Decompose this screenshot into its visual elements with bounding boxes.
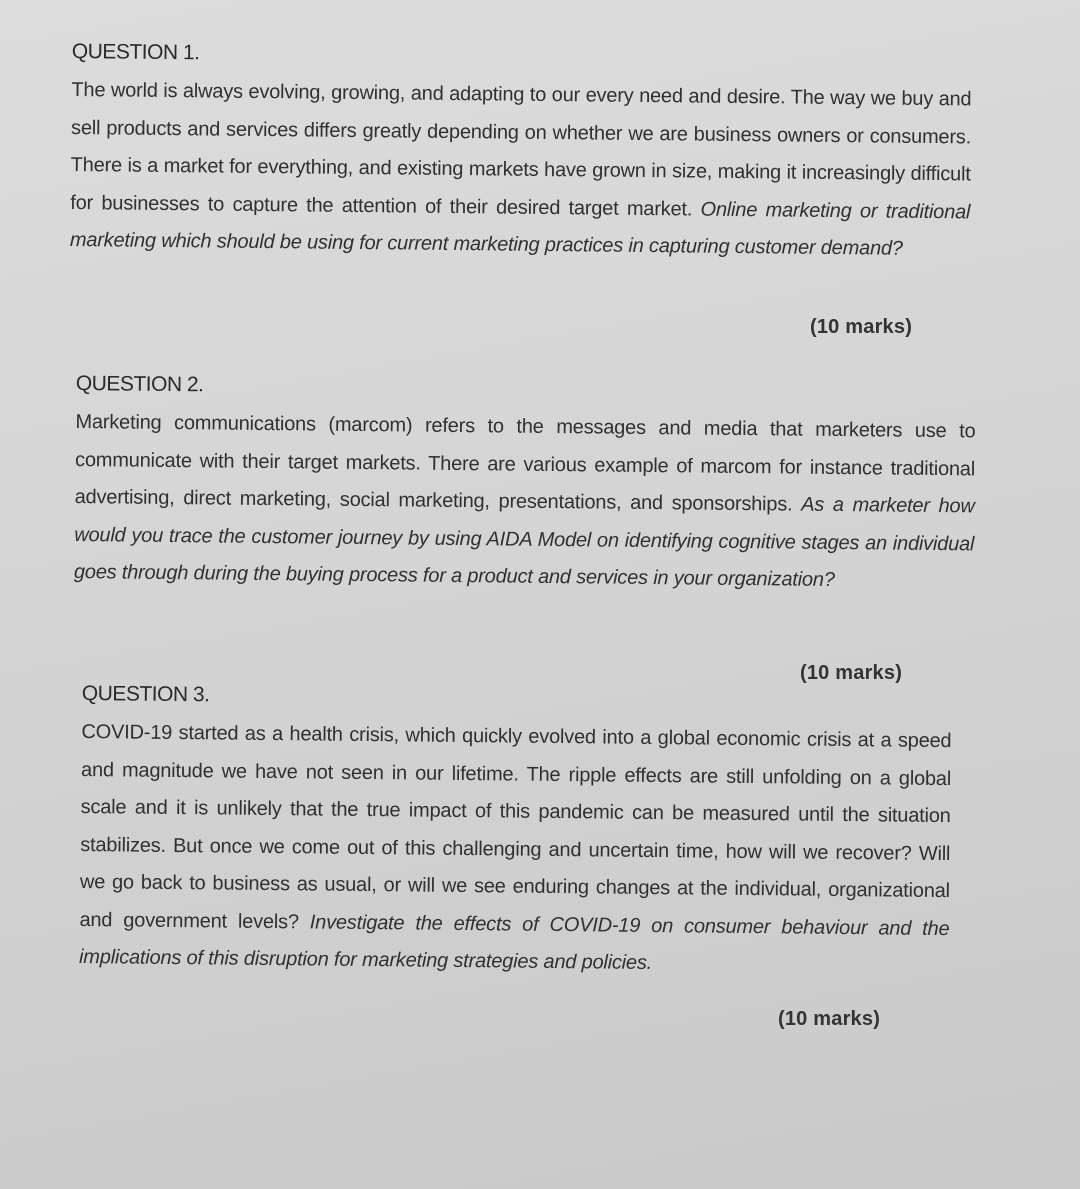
question-3-heading: QUESTION 3.: [81, 682, 210, 707]
question-1-text: The world is always evolving, growing, and adapting to our every need and desire. The way we buy and sell products and services differs greatly depending on whether we are business owners or consumers. There is a market for everything, and existing markets have grown in size, making it increasingly difficult for businesses to capture the attention of their desired target market.: [70, 78, 972, 221]
question-3: [79, 682, 952, 986]
question-1-body: [70, 72, 972, 269]
question-3-marks: (10 marks): [778, 1008, 881, 1030]
question-2-body: [74, 404, 976, 601]
question-1-marks: (10 marks): [810, 316, 913, 338]
question-1-heading: QUESTION 1.: [71, 40, 200, 65]
question-2-text: Marketing communications (marcom) refers to the messages and media that marketers use to communicate with their target markets. There are various example of marcom for instance traditional advertising, direct marketing, social marketing, presentations, and sponsorships.: [74, 410, 976, 516]
question-3-prompt: Investigate the effects of COVID-19 on consumer behaviour and the implications of this disruption for marketing strategies and policies.: [79, 910, 950, 974]
question-2-prompt: As a marketer how would you trace the customer journey by using AIDA Model on identifying cognitive stages an individual goes through during the buying process for a product and services in your organization?: [73, 493, 975, 591]
question-1-prompt: Online marketing or traditional marketing which should be using for current marketing practices in capturing customer demand?: [69, 198, 971, 260]
question-3-body: [79, 714, 952, 986]
question-3-text: COVID-19 started as a health crisis, which quickly evolved into a global economic crisis at a speed and magnitude we have not seen in our lifetime. The ripple effects are still unfolding on a global scale and it is unlikely that the true impact of this pandemic can be measured until the situation stabilizes. But once we come out of this challenging and uncertain time, how will we recover? Will we go back to business as usual, or will we see enduring changes at the individual, organizational and government levels?: [79, 720, 952, 933]
question-1: [70, 40, 972, 269]
question-2-marks: (10 marks): [800, 662, 903, 684]
question-2: [74, 372, 976, 601]
question-2-heading: QUESTION 2.: [75, 372, 204, 397]
